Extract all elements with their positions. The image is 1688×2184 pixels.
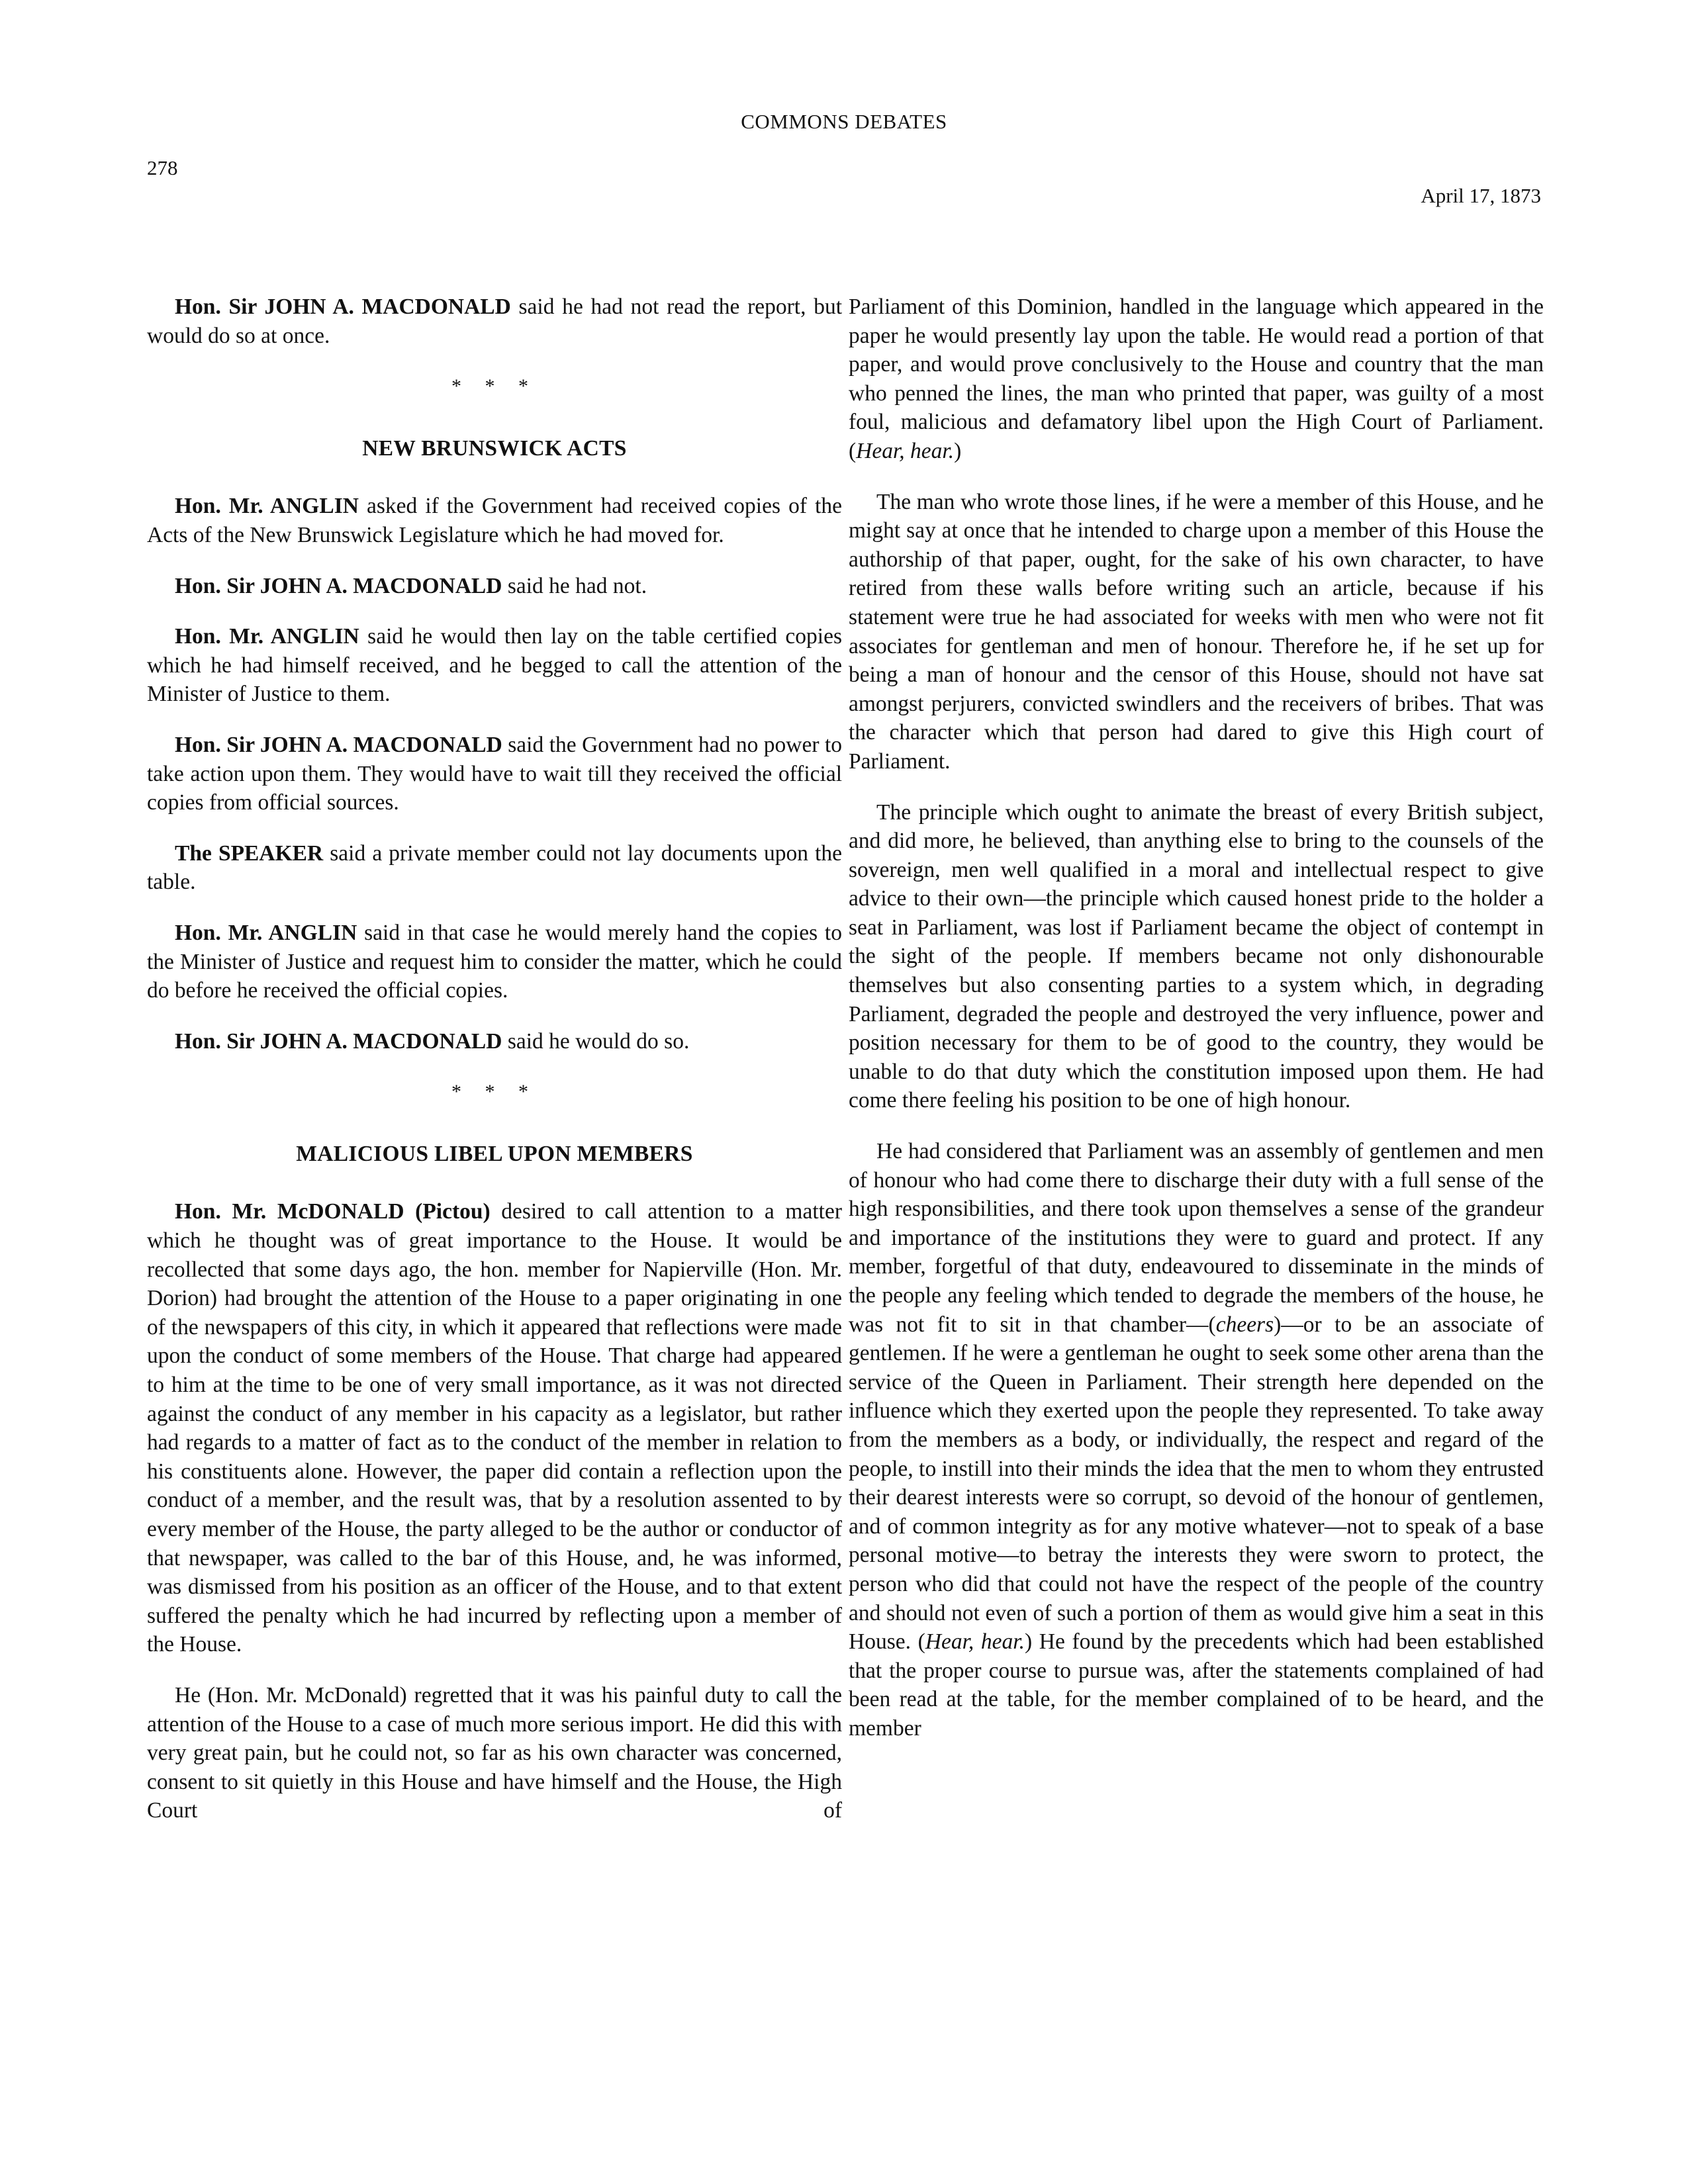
section-heading: MALICIOUS LIBEL UPON MEMBERS xyxy=(296,1141,693,1166)
paragraph xyxy=(147,919,842,1005)
speaker-name: Hon. Mr. ANGLIN xyxy=(175,920,357,945)
paragraph-text: asked if the Government had received copies of the Acts of the New Brunswick Legislature which he had moved for. xyxy=(147,494,842,547)
paragraph xyxy=(147,572,842,601)
paragraph-text: said in that case he would merely hand the copies to the Minister of Justice and request him to consider the matter, which he could do before he received the official copies. xyxy=(147,920,842,1003)
paragraph-text: said he had not read the report, but would do so at once. xyxy=(147,295,842,348)
page-date: April 17, 1873 xyxy=(1421,184,1541,207)
paragraph xyxy=(147,622,842,709)
paragraph xyxy=(147,492,842,549)
paragraph-text: Parliament of this Dominion, handled in the language which appeared in the paper he would presently lay upon the table. He would read a portion of that paper, and would prove conclusively to the House and country that the man who penned the lines, the man who printed that paper, was guilty of a most foul, malicious and defamatory libel upon the High Court of Parliament. ( xyxy=(849,295,1544,463)
paragraph xyxy=(147,293,842,350)
paragraph xyxy=(849,1137,1544,1743)
paragraph-text: ) He found by the precedents which had been established that the proper course to pursue was, after the statements complained of had been read at the table, for the member complained of to be heard, and the member xyxy=(849,1629,1544,1741)
paragraph xyxy=(147,839,842,897)
interjection: Hear, hear. xyxy=(925,1629,1025,1655)
page-number: 278 xyxy=(147,156,178,179)
left-column xyxy=(147,293,842,1825)
paragraph-text: said a private member could not lay documents upon the table. xyxy=(147,841,842,895)
paragraph-text: said the Government had no power to take action upon them. They would have to wait till they received the official copies from official sources. xyxy=(147,732,843,815)
paragraph xyxy=(147,1197,842,1659)
speaker-name: Hon. Sir JOHN A. MACDONALD xyxy=(175,732,502,757)
paragraph-text: desired to call attention to a matter which he thought was of great importance to the House. It would be recollected that some days ago, the hon. member for Napierville (Hon. Mr. Dorion) had brought the attention of the House to a paper originating in one of the newspapers of this city, in which it appeared that reflections were made upon the conduct of some members of the House. That charge had appeared to him at the time to be one of very small importance, as it was not directed against the conduct of any member in his capacity as a legislator, but rather had regards to a matter of fact as to the conduct of the member in relation to his constituents alone. However, the paper did contain a reflection upon the conduct of a member, and the result was, that by a resolution assented to by every member of the House, the party alleged to be the author or conductor of that newspaper, was called to the bar of this House, and, he was informed, was dismissed from his position as an officer of the House, and to that extent suffered the penalty which he had incurred by reflecting upon a member of the House. xyxy=(147,1199,843,1657)
paragraph: He (Hon. Mr. McDonald) regretted that it was his painful duty to call the attention of the House to a case of much more serious import. He did this with very great pain, but he could not, so far as his own character was concerned, consent to sit quietly in this House and have himself and the House, the High Court of xyxy=(147,1682,842,1823)
interjection: Hear, hear. xyxy=(856,438,955,463)
paragraph-text: said he would do so. xyxy=(502,1028,690,1054)
paragraph-text: said he had not. xyxy=(502,573,647,598)
speaker-name: Hon. Mr. ANGLIN xyxy=(175,624,359,649)
paragraph: The man who wrote those lines, if he were a member of this House, and he might say at once that he intended to charge upon a member of this House the authorship of that paper, ought, for the sake of his own character, to have retired from these walls before writing such an article, because if his statement were true he had associated for weeks with men who were not fit associates for gentleman and men of honour. Therefore he, if he set up for being a man of honour and the censor of this House, should not have sat amongst perjurers, convicted swindlers and the receivers of bribes. That was the character which that person had dared to give this High court of Parliament. xyxy=(849,489,1544,774)
header-title: COMMONS DEBATES xyxy=(741,110,947,133)
speaker-name: Hon. Mr. ANGLIN xyxy=(175,494,359,519)
section-separator: * * * xyxy=(451,375,538,398)
paragraph: The principle which ought to animate the breast of every British subject, and did more, he believed, than anything else to bring to the counsels of the sovereign, men well qualified in a moral and intellectual respect to give advice to their own—the principle which caused honest pride to the holder a seat in Parliament, was lost if Parliament became the object of contempt in the sight of the people. If members became not only dishonourable themselves but also consenting parties to a system which, in degrading Parliament, degraded the people and destroyed the very influence, power and position necessary for them to be of good to the country, they would be unable to do that duty which the constitution imposed upon them. He had come there feeling his position to be one of high honour. xyxy=(849,799,1544,1113)
paragraph xyxy=(147,1027,842,1056)
speaker-name: Hon. Sir JOHN A. MACDONALD xyxy=(175,1028,502,1054)
paragraph-text: said he would then lay on the table certified copies which he had himself received, and he begged to call the attention of the Minister of Justice to them. xyxy=(147,624,842,707)
speaker-name: Hon. Sir JOHN A. MACDONALD xyxy=(175,573,502,598)
section-separator: * * * xyxy=(451,1081,538,1103)
paragraph-text: )—or to be an associate of gentlemen. If he were a gentleman he ought to seek some other arena than the service of the Queen in Parliament. Their strength here depended on the influence which they exerted upon the people they represented. To take away from the members as a body, or individually, the respect and regard of the people, to instill into their minds the idea that the men to whom they entrusted their dearest interests were so corrupt, so devoid of the honour of gentlemen, and of common integrity as for any motive whatever—not to speak of a base personal motive—to betray the interests they were sworn to protect, the person who did that could not have the respect of the people of the country and should not even of such a portion of them as would give him a seat in this House. ( xyxy=(849,1312,1544,1655)
interjection: cheers xyxy=(1215,1312,1274,1337)
speaker-name: Hon. Mr. McDONALD (Pictou) xyxy=(175,1199,491,1224)
section-heading: NEW BRUNSWICK ACTS xyxy=(362,435,627,461)
paragraph xyxy=(147,731,842,817)
speaker-name: Hon. Sir JOHN A. MACDONALD xyxy=(175,295,511,319)
paragraph xyxy=(849,293,1544,466)
speaker-name: The SPEAKER xyxy=(175,841,324,866)
paragraph-text: He had considered that Parliament was an assembly of gentlemen and men of honour who had come there to discharge their duty with a full sense of the high responsibilities, and there took upon themselves a sense of the grandeur and importance of the institutions they were to guard and protect. If any member, forgetful of that duty, endeavoured to disseminate in the minds of the people any feeling which tended to degrade the members of the house, he was not fit to sit in that chamber—( xyxy=(849,1139,1544,1337)
right-column xyxy=(849,293,1544,1743)
paragraph-text: ) xyxy=(954,438,962,463)
